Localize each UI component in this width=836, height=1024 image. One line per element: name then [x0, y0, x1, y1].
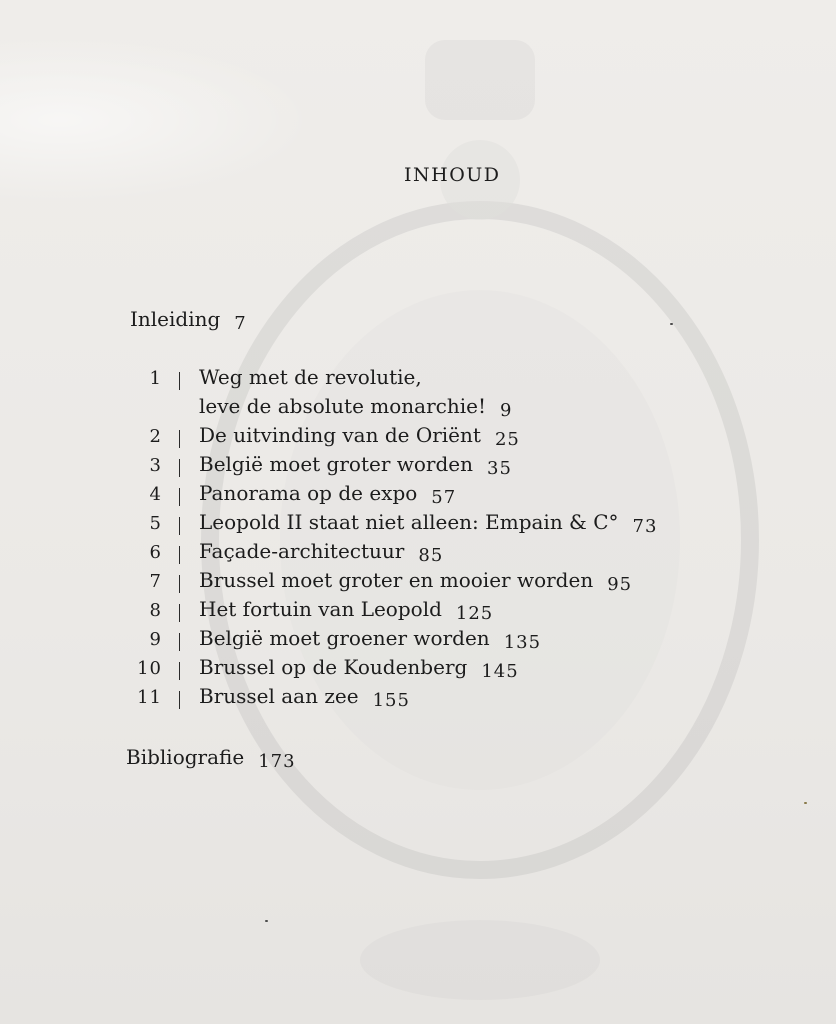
chapter-separator: [179, 633, 180, 651]
intro-page: 7: [234, 313, 247, 334]
chapter-title-line: Leopold II staat niet alleen: Empain & C° 73: [199, 510, 658, 537]
chapter-title-line: Brussel moet groter en mooier worden 95: [199, 568, 633, 595]
chapter-separator: [179, 575, 180, 593]
chapter-title-line: De uitvinding van de Oriënt 25: [199, 423, 520, 450]
chapter-number: 10: [137, 658, 162, 679]
page-title: INHOUD: [404, 164, 501, 186]
chapter-title-line: Het fortuin van Leopold 125: [199, 597, 494, 624]
chapter-page: 135: [503, 632, 542, 653]
chapter-number: 4: [149, 484, 162, 505]
dust-speck: [670, 323, 673, 325]
chapter-page: 85: [418, 545, 444, 566]
dust-speck: [804, 802, 807, 804]
bibliography-label: Bibliografie: [126, 745, 245, 769]
chapter-page: 95: [607, 574, 633, 595]
chapter-number: 5: [149, 513, 162, 534]
chapter-separator: [179, 430, 180, 448]
chapter-page: 9: [499, 400, 513, 421]
toc-intro: [130, 305, 247, 335]
chapter-separator: [179, 372, 180, 390]
chapter-title-line: België moet groener worden 135: [199, 626, 542, 653]
bibliography-page: 173: [258, 751, 296, 772]
chapter-title-line: Panorama op de expo 57: [199, 481, 457, 508]
chapter-number: 11: [137, 687, 162, 708]
chapter-title-line: Façade-architectuur 85: [199, 539, 444, 566]
chapter-separator: [179, 691, 180, 709]
chapter-number: 8: [149, 600, 162, 621]
chapter-page: 35: [487, 458, 512, 479]
chapter-separator: [179, 662, 180, 680]
chapter-separator: [179, 517, 180, 535]
chapter-title-line: Brussel op de Koudenberg 145: [199, 655, 519, 682]
toc-bibliography: [126, 743, 296, 773]
chapter-page: 73: [632, 516, 658, 537]
chapter-number: 2: [149, 426, 162, 447]
chapter-page: 125: [455, 603, 494, 624]
chapter-title-line: leve de absolute monarchie! 9: [199, 394, 513, 421]
chapter-title-line: Weg met de revolutie,: [199, 365, 422, 389]
chapter-separator: [179, 546, 180, 564]
chapter-title-line: Brussel aan zee 155: [199, 684, 410, 711]
chapter-page: 155: [372, 690, 410, 711]
chapter-number: 7: [149, 571, 162, 592]
dust-speck: [265, 920, 268, 922]
chapter-page: 145: [481, 661, 519, 682]
chapter-separator: [179, 488, 180, 506]
chapter-number: 3: [149, 455, 162, 476]
intro-label: Inleiding: [130, 307, 221, 331]
chapter-title-line: België moet groter worden 35: [199, 452, 512, 479]
chapter-number: 6: [149, 542, 162, 563]
chapter-separator: [179, 459, 180, 477]
chapter-separator: [179, 604, 180, 622]
chapter-number: 1: [149, 368, 162, 389]
chapter-page: 57: [431, 487, 457, 508]
chapter-number: 9: [149, 629, 162, 650]
chapter-page: 25: [494, 429, 520, 450]
